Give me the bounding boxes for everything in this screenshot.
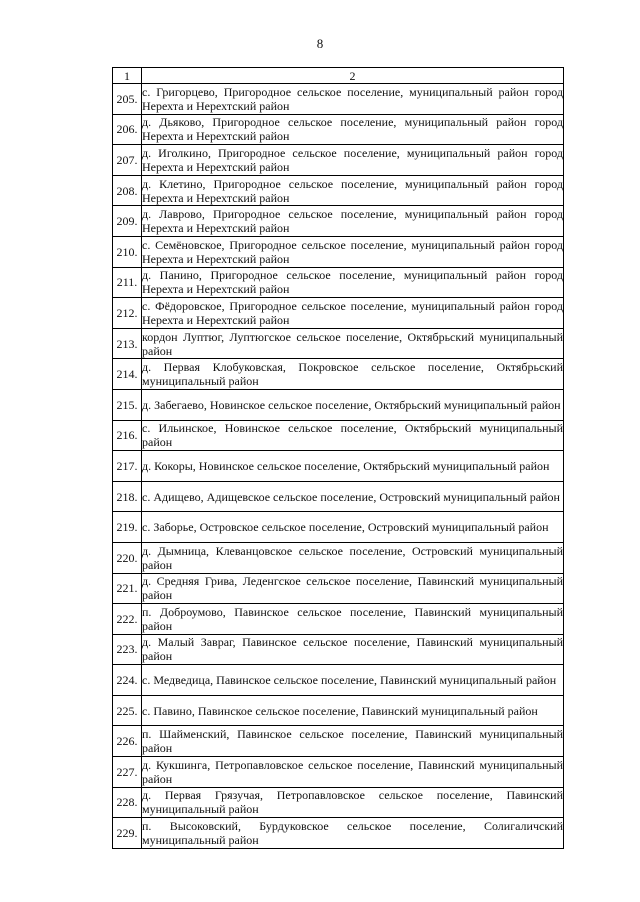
table-body <box>113 84 564 849</box>
row-description: д. Панино, Пригородное сельское поселение, муниципальный район город Нерехта и Нерехтский район <box>142 268 563 297</box>
table-row <box>113 542 564 573</box>
row-number: 214. <box>113 359 142 390</box>
row-number: 205. <box>113 84 142 115</box>
row-description: п. Шайменский, Павинское сельское поселение, Павинский муниципальный район <box>142 727 563 756</box>
row-number: 208. <box>113 175 142 206</box>
row-description: д. Лаврово, Пригородное сельское поселение, муниципальный район город Нерехта и Нерехтский район <box>142 207 563 236</box>
row-number: 229. <box>113 818 142 849</box>
table-row <box>113 145 564 176</box>
row-description: д. Дымница, Клеванцовское сельское поселение, Островский муниципальный район <box>142 543 563 572</box>
row-description: д. Малый Завраг, Павинское сельское поселение, Павинский муниципальный район <box>142 635 563 664</box>
table-row <box>113 175 564 206</box>
table-row <box>113 328 564 359</box>
row-number: 227. <box>113 757 142 788</box>
row-number: 215. <box>113 389 142 420</box>
table-header-row <box>113 68 564 84</box>
row-description: д. Средняя Грива, Леденгское сельское поселение, Павинский муниципальный район <box>142 574 563 603</box>
row-number: 212. <box>113 298 142 329</box>
table-row <box>113 665 564 696</box>
row-number: 216. <box>113 420 142 451</box>
table-row <box>113 389 564 420</box>
table-row <box>113 451 564 482</box>
row-description: с. Семёновское, Пригородное сельское поселение, муниципальный район город Нерехта и Нерехтский район <box>142 237 563 266</box>
row-description: д. Первая Грязучая, Петропавловское сельское поселение, Павинский муниципальный район <box>142 788 563 817</box>
table-row <box>113 236 564 267</box>
row-number: 217. <box>113 451 142 482</box>
row-number: 223. <box>113 634 142 665</box>
table-row <box>113 695 564 726</box>
row-number: 218. <box>113 481 142 512</box>
column-header-number: 1 <box>113 68 142 84</box>
row-description: д. Забегаево, Новинское сельское поселение, Октябрьский муниципальный район <box>142 389 564 420</box>
table-row <box>113 267 564 298</box>
row-description: д. Дьяково, Пригородное сельское поселение, муниципальный район город Нерехта и Нерехтский район <box>142 115 563 144</box>
row-number: 228. <box>113 787 142 818</box>
table-row <box>113 787 564 818</box>
row-description: с. Заборье, Островское сельское поселение, Островский муниципальный район <box>142 512 564 543</box>
table-row <box>113 481 564 512</box>
row-number: 210. <box>113 236 142 267</box>
row-description: д. Первая Клобуковская, Покровское сельское поселение, Октябрьский муниципальный район <box>142 360 563 389</box>
row-description: с. Григорцево, Пригородное сельское поселение, муниципальный район город Нерехта и Нерехтский район <box>142 84 563 113</box>
table-row <box>113 359 564 390</box>
table-row <box>113 420 564 451</box>
table-row <box>113 206 564 237</box>
table-row <box>113 512 564 543</box>
row-number: 219. <box>113 512 142 543</box>
row-description: с. Адищево, Адищевское сельское поселение, Островский муниципальный район <box>142 481 564 512</box>
table-row <box>113 84 564 115</box>
row-number: 206. <box>113 114 142 145</box>
row-number: 226. <box>113 726 142 757</box>
row-number: 221. <box>113 573 142 604</box>
table-row <box>113 604 564 635</box>
settlements-table <box>112 67 564 849</box>
table-row <box>113 298 564 329</box>
row-description: д. Иголкино, Пригородное сельское поселение, муниципальный район город Нерехта и Нерехтский район <box>142 145 563 174</box>
row-number: 220. <box>113 542 142 573</box>
row-number: 222. <box>113 604 142 635</box>
row-description: с. Фёдоровское, Пригородное сельское поселение, муниципальный район город Нерехта и Нерехтский район <box>142 298 563 327</box>
column-header-description: 2 <box>142 68 564 84</box>
table-row <box>113 114 564 145</box>
row-description: д. Кукшинга, Петропавловское сельское поселение, Павинский муниципальный район <box>142 757 563 786</box>
table-row <box>113 726 564 757</box>
row-number: 213. <box>113 328 142 359</box>
row-description: с. Медведица, Павинское сельское поселение, Павинский муниципальный район <box>142 665 564 696</box>
row-number: 224. <box>113 665 142 696</box>
page-number: 8 <box>316 36 324 51</box>
row-number: 207. <box>113 145 142 176</box>
row-number: 209. <box>113 206 142 237</box>
table-row <box>113 818 564 849</box>
table-row <box>113 757 564 788</box>
row-description: д. Клетино, Пригородное сельское поселение, муниципальный район город Нерехта и Нерехтский район <box>142 176 563 205</box>
row-description: п. Высоковский, Бурдуковское сельское поселение, Солигаличский муниципальный район <box>142 819 563 848</box>
row-description: с. Ильинское, Новинское сельское поселение, Октябрьский муниципальный район <box>142 421 563 450</box>
row-description: п. Доброумово, Павинское сельское поселение, Павинский муниципальный район <box>142 604 563 633</box>
row-description: кордон Луптюг, Луптюгское сельское поселение, Октябрьский муниципальный район <box>142 329 563 358</box>
row-description: д. Кокоры, Новинское сельское поселение, Октябрьский муниципальный район <box>142 451 564 482</box>
table-row <box>113 573 564 604</box>
row-number: 225. <box>113 695 142 726</box>
row-description: с. Павино, Павинское сельское поселение, Павинский муниципальный район <box>142 695 564 726</box>
row-number: 211. <box>113 267 142 298</box>
table-row <box>113 634 564 665</box>
